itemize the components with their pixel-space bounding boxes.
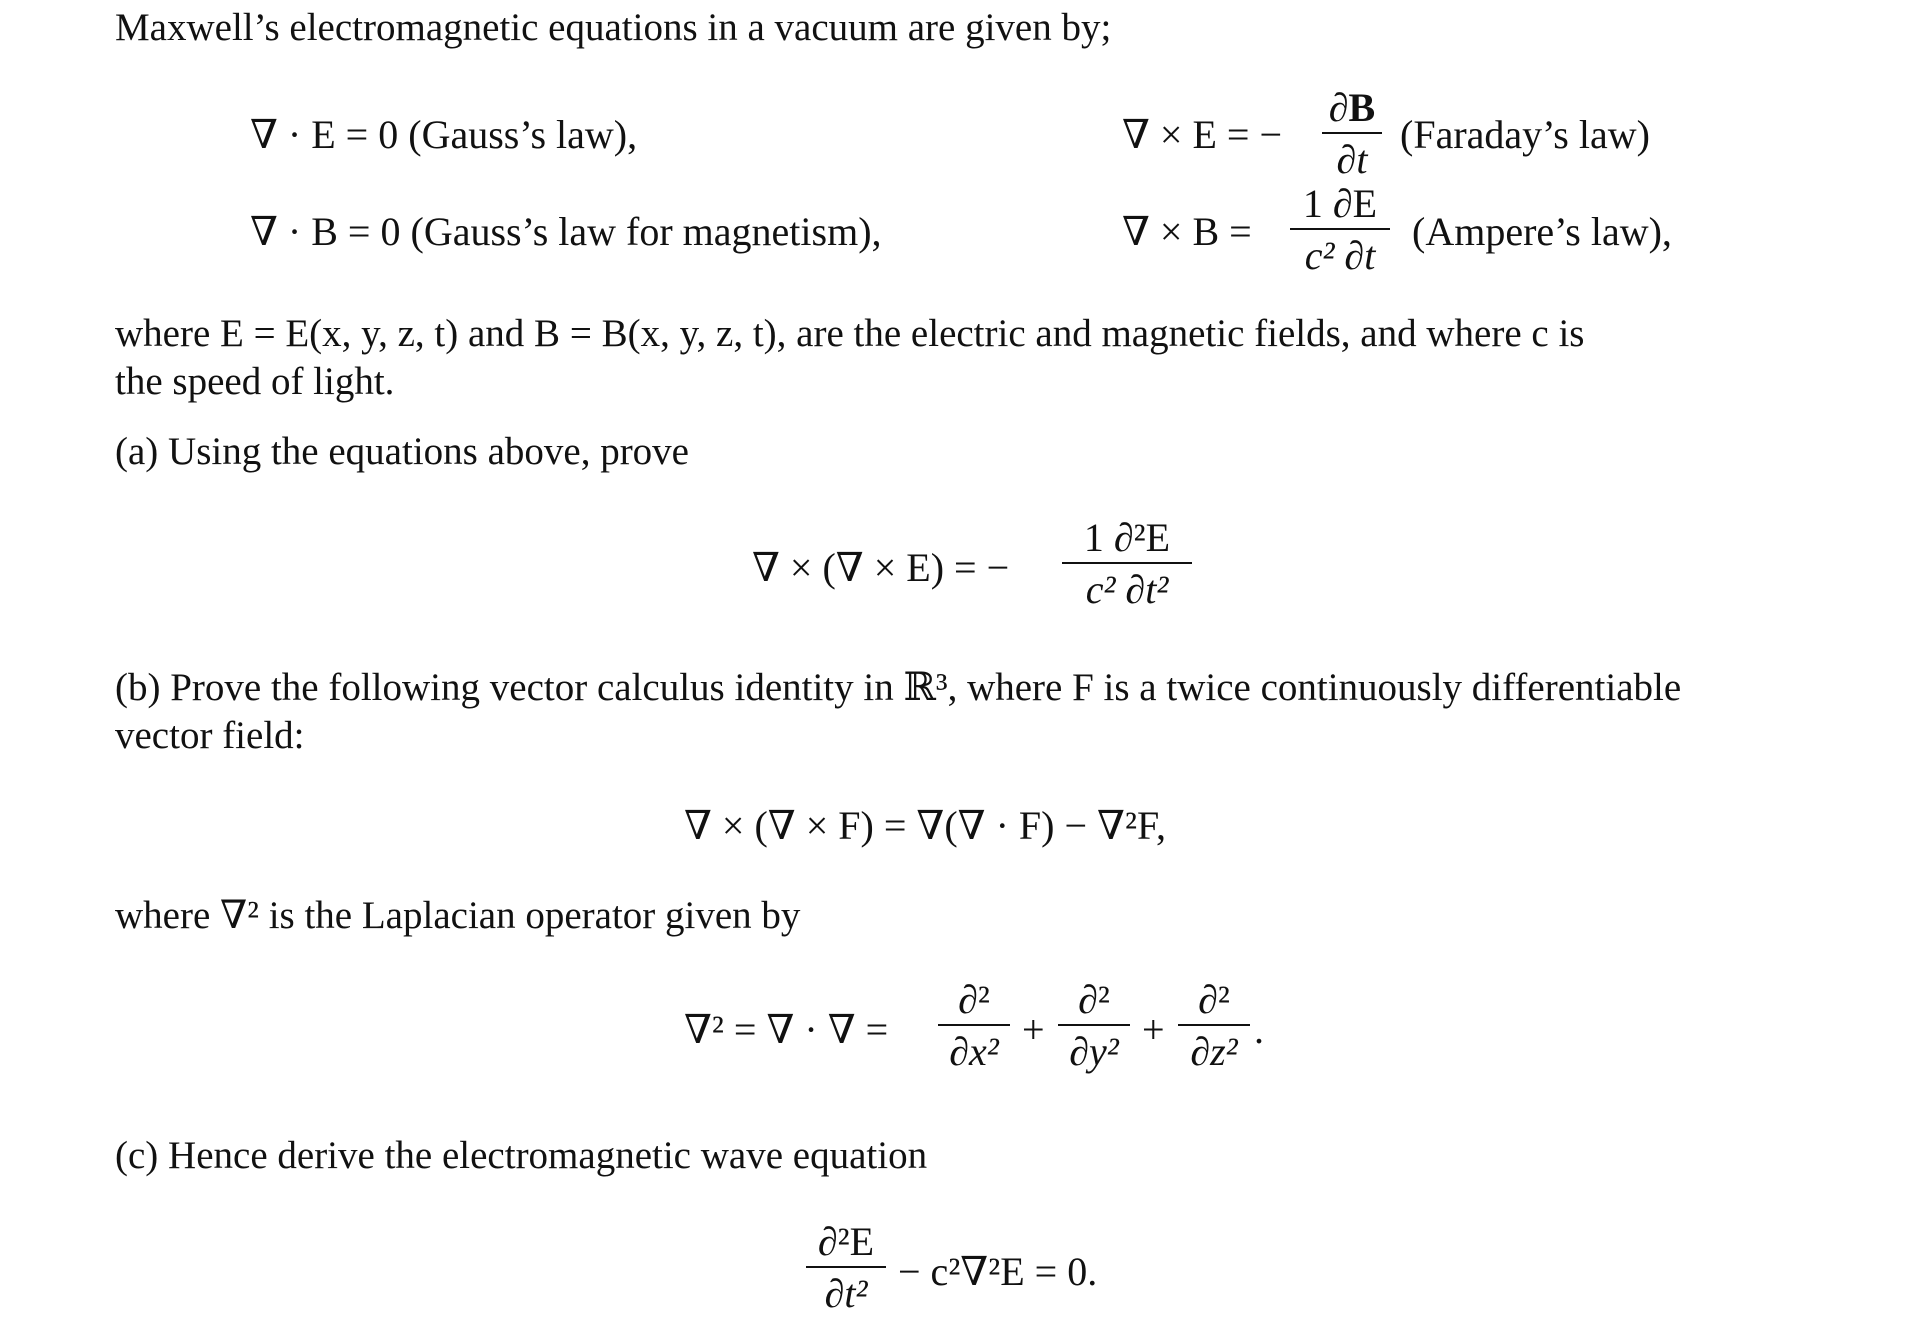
where-fields-line1: where E = E(x, y, z, t) and B = B(x, y, z, t), are the electric and magnetic fields, and where c is (115, 312, 1585, 355)
wave-equation-fraction (806, 1219, 886, 1316)
gauss-magnetism-equation (250, 209, 882, 254)
laplacian-period: . (1254, 1007, 1264, 1052)
laplacian-denominator-x: ∂x² (949, 1029, 999, 1074)
faraday-denominator: ∂t (1336, 137, 1368, 182)
ampere-lhs: ∇ × B = (1122, 209, 1252, 254)
ampere-label: (Ampere’s law), (1412, 209, 1672, 254)
laplacian-numerator-x: ∂² (958, 977, 990, 1022)
ampere-fraction (1290, 181, 1390, 278)
laplacian-fraction-y (1058, 977, 1130, 1074)
gauss-law-label: (Gauss’s law), (408, 112, 638, 157)
plus-sign-2: + (1142, 1007, 1165, 1052)
faraday-fraction (1322, 85, 1382, 182)
part-a-prompt: (a) Using the equations above, prove (115, 430, 689, 473)
part-c-prompt: (c) Hence derive the electromagnetic wave equation (115, 1134, 928, 1177)
plus-sign-1: + (1022, 1007, 1045, 1052)
laplacian-denominator-z: ∂z² (1190, 1029, 1238, 1074)
wave-numerator: ∂²E (817, 1219, 875, 1264)
part-a-fraction (1062, 515, 1192, 612)
curl-identity-equation: ∇ × (∇ × F) = ∇(∇ · F) − ∇²F, (684, 803, 1167, 848)
part-b-line2: vector field: (115, 714, 305, 757)
ampere-denominator: c² ∂t (1304, 233, 1376, 278)
part-b-line1: (b) Prove the following vector calculus identity in ℝ³, where F is a twice continuously differentiable (115, 666, 1682, 709)
intro-text: Maxwell’s electromagnetic equations in a vacuum are given by; (115, 6, 1112, 49)
laplacian-numerator-y: ∂² (1078, 977, 1110, 1022)
laplacian-intro: where ∇² is the Laplacian operator given by (115, 894, 801, 937)
wave-denominator: ∂t² (824, 1271, 868, 1316)
laplacian-fraction-z (1178, 977, 1250, 1074)
ampere-numerator: 1 ∂E (1302, 181, 1378, 226)
gauss-law-equation (250, 112, 638, 157)
gauss-magnetism-lhs: ∇ · B = 0 (250, 209, 401, 254)
laplacian-lhs: ∇² = ∇ · ∇ = (684, 1007, 889, 1052)
where-fields-line2: the speed of light. (115, 360, 395, 403)
part-a-numerator: 1 ∂²E (1083, 515, 1171, 560)
faraday-numerator: ∂B (1328, 85, 1376, 130)
faraday-label: (Faraday’s law) (1400, 112, 1650, 157)
gauss-magnetism-label: (Gauss’s law for magnetism), (410, 209, 882, 254)
gauss-law-lhs: ∇ · E = 0 (250, 112, 399, 157)
part-a-lhs: ∇ × (∇ × E) = − (752, 545, 1010, 590)
laplacian-denominator-y: ∂y² (1069, 1029, 1119, 1074)
faraday-lhs: ∇ × E = − (1122, 112, 1283, 157)
laplacian-fraction-x (938, 977, 1010, 1074)
wave-equation-rhs: − c²∇²E = 0. (898, 1249, 1098, 1294)
laplacian-numerator-z: ∂² (1198, 977, 1230, 1022)
part-a-denominator: c² ∂t² (1085, 567, 1169, 612)
